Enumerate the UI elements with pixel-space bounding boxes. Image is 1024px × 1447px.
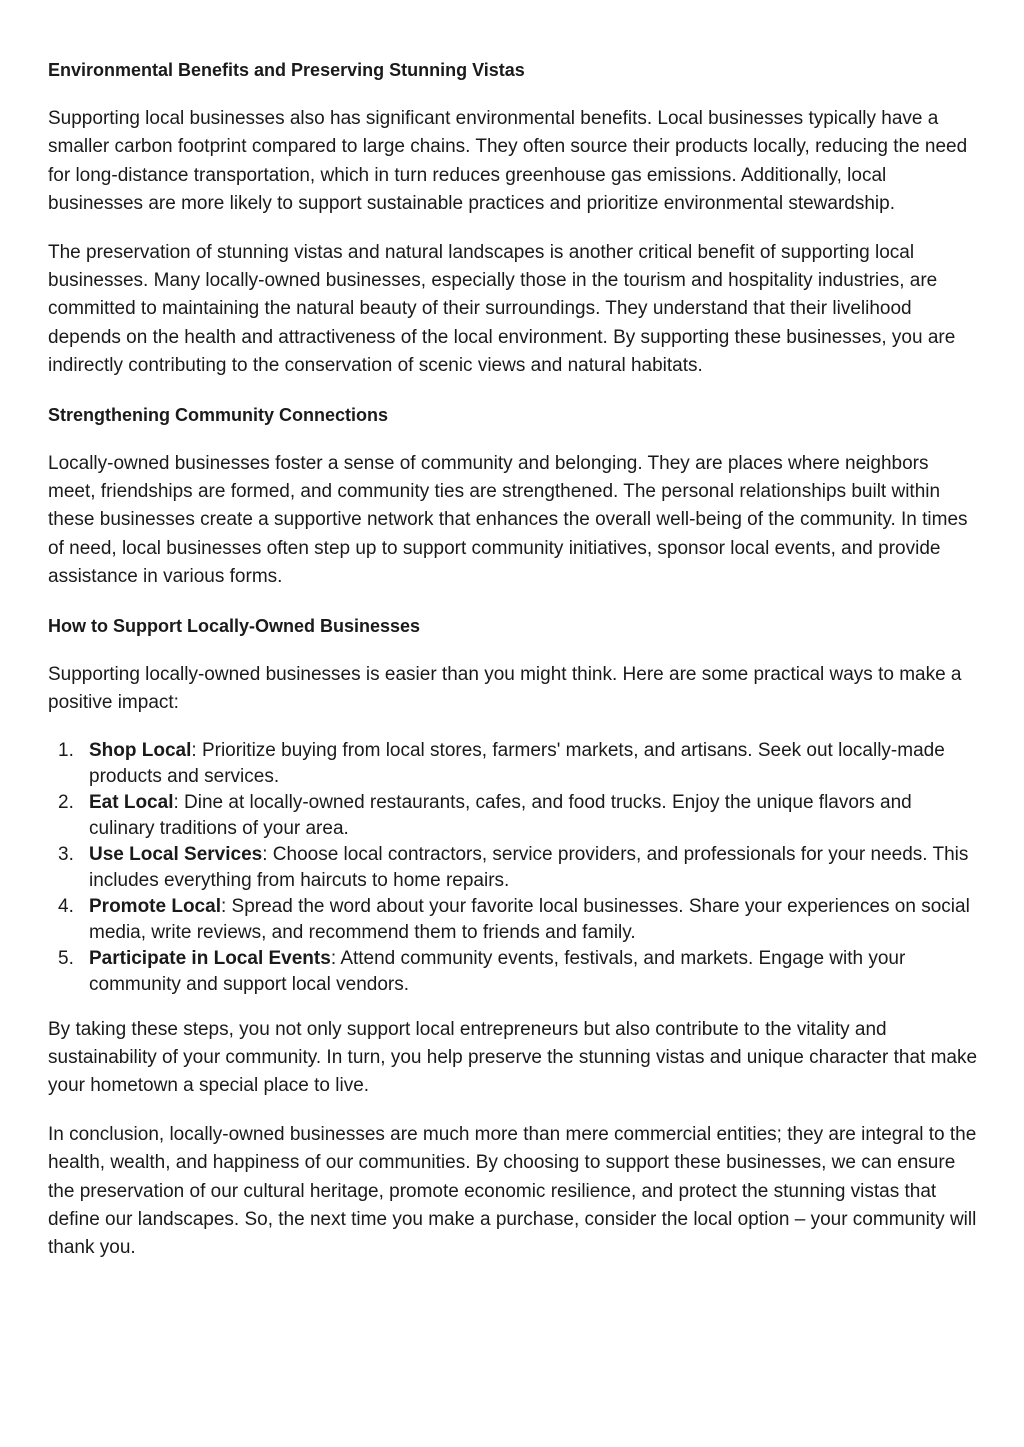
list-item-title: Use Local Services [89,843,263,865]
list-item-text: : Choose local contractors, service providers, and professionals for your needs. This includes everything from haircuts to home repairs. [89,843,969,891]
list-item-text: : Spread the word about your favorite local businesses. Share your experiences on social media, write reviews, and recommend them to friends and family. [89,895,970,943]
list-item-title: Participate in Local Events [89,947,331,969]
list-item [48,842,978,894]
list-item [48,738,978,790]
list-item-text: : Dine at locally-owned restaurants, cafes, and food trucks. Enjoy the unique flavors and culinary traditions of your area. [89,791,912,839]
paragraph: Supporting locally-owned businesses is easier than you might think. Here are some practical ways to make a positive impact: [48,663,962,714]
section-heading: How to Support Locally-Owned Businesses [48,615,421,636]
list-number: 3. [58,843,74,865]
document-page [48,56,978,1283]
list-item-title: Shop Local [89,739,192,761]
paragraph: By taking these steps, you not only support local entrepreneurs but also contribute to the vitality and sustainability of your community. In turn, you help preserve the stunning vistas and unique character that make your hometown a special place to live. [48,1018,978,1097]
section-heading: Strengthening Community Connections [48,404,388,425]
paragraph: Supporting local businesses also has significant environmental benefits. Local businesses typically have a smaller carbon footprint compared to large chains. They often source their products locally, reducing the need for long-distance transportation, which in turn reduces greenhouse gas emissions. Additionally, local businesses are more likely to support sustainable practices and prioritize environmental stewardship. [48,108,968,215]
list-number: 5. [58,947,74,969]
paragraph: In conclusion, locally-owned businesses are much more than mere commercial entities; they are integral to the health, wealth, and happiness of our communities. By choosing to support these businesses, we can ensure the preservation of our cultural heritage, promote economic resilience, and protect the stunning vistas that define our landscapes. So, the next time you make a purchase, consider the local option – your community will thank you. [48,1123,977,1259]
list-number: 4. [58,895,74,917]
paragraph: Locally-owned businesses foster a sense of community and belonging. They are places where neighbors meet, friendships are formed, and community ties are strengthened. The personal relationships built within these businesses create a supportive network that enhances the overall well-being of the community. In times of need, local businesses often step up to support community initiatives, sponsor local events, and provide assistance in various forms. [48,452,968,588]
paragraph: The preservation of stunning vistas and natural landscapes is another critical benefit of supporting local businesses. Many locally-owned businesses, especially those in the tourism and hospitality industries, are committed to maintaining the natural beauty of their surroundings. They understand that their livelihood depends on the health and attractiveness of the local environment. By supporting these businesses, you are indirectly contributing to the conservation of scenic views and natural habitats. [48,241,956,377]
steps-list [48,738,978,998]
list-number: 2. [58,791,74,813]
list-item-text: : Prioritize buying from local stores, farmers' markets, and artisans. Seek out locally-made products and services. [89,739,945,787]
list-item [48,946,978,998]
list-item-title: Promote Local [89,895,221,917]
list-item [48,790,978,842]
list-item-text: : Attend community events, festivals, and markets. Engage with your community and support local vendors. [89,947,906,995]
list-item [48,894,978,946]
list-number: 1. [58,739,74,761]
list-item-title: Eat Local [89,791,174,813]
section-heading: Environmental Benefits and Preserving Stunning Vistas [48,60,525,80]
